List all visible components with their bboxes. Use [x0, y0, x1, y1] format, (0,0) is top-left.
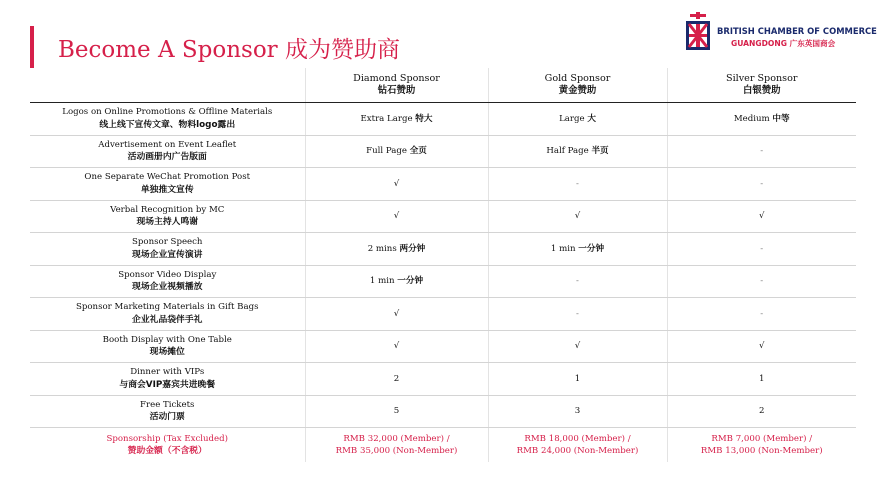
benefit-label-en: Booth Display with One Table	[102, 334, 232, 345]
cell-gold	[488, 395, 667, 428]
cell-diamond	[305, 298, 488, 331]
cell-value: √	[759, 211, 765, 221]
cell-silver	[667, 168, 856, 201]
table-row	[30, 135, 856, 168]
benefit-label	[30, 103, 305, 136]
sponsorship-table	[30, 68, 856, 462]
cell-gold	[488, 135, 667, 168]
cell-value: 3	[574, 406, 581, 416]
cell-diamond	[305, 363, 488, 396]
table-row	[30, 298, 856, 331]
benefit-label-cn: 活动画册内广告版面	[127, 152, 207, 163]
cell-value-cn: 特大	[415, 113, 433, 124]
benefit-label-cn: 现场主持人鸣谢	[136, 217, 199, 228]
benefit-label-en: Dinner with VIPs	[130, 367, 205, 378]
benefit-label-en: Advertisement on Event Leaflet	[98, 139, 237, 150]
cell-gold	[488, 363, 667, 396]
cell-diamond	[305, 135, 488, 168]
price-row	[30, 428, 856, 463]
benefit-label-en: Sponsor Video Display	[118, 269, 217, 280]
price-non-member: RMB 13,000 (Non-Member)	[700, 446, 823, 456]
cell-diamond	[305, 103, 488, 136]
benefit-label	[30, 265, 305, 298]
price-gold	[488, 428, 667, 463]
benefit-label-en: Sponsor Marketing Materials in Gift Bags	[76, 302, 259, 313]
cell-value: Full Page	[366, 146, 407, 156]
price-label-cn: 赞助金额（不含税）	[127, 446, 207, 456]
benefit-label-en: Free Tickets	[140, 399, 195, 410]
price-non-member: RMB 35,000 (Non-Member)	[335, 446, 458, 456]
chamber-logo	[683, 12, 877, 54]
cell-value: 1 min	[369, 276, 395, 286]
benefit-label-en: Sponsor Speech	[132, 237, 203, 248]
cell-value: √	[574, 211, 581, 221]
table-row	[30, 363, 856, 396]
benefit-label-cn: 现场企业宣传演讲	[132, 249, 203, 260]
cell-value-cn: 大	[587, 113, 596, 124]
table-row	[30, 265, 856, 298]
cell-silver	[667, 395, 856, 428]
cell-value: -	[760, 178, 764, 189]
table-row	[30, 103, 856, 136]
cell-value: 2	[393, 373, 400, 384]
title-accent-bar	[30, 26, 34, 68]
header-silver: Silver Sponsor 白银赞助	[667, 68, 856, 103]
cell-diamond	[305, 168, 488, 201]
benefit-label	[30, 233, 305, 266]
cell-value: -	[760, 243, 764, 254]
cell-value: 1	[759, 373, 765, 384]
cell-value: -	[760, 308, 764, 319]
cell-diamond	[305, 330, 488, 363]
cell-value: √	[574, 341, 581, 351]
benefit-label	[30, 200, 305, 233]
cell-silver	[667, 135, 856, 168]
cell-diamond	[305, 265, 488, 298]
cell-value-cn: 半页	[591, 146, 609, 156]
benefit-label	[30, 363, 305, 396]
cell-value: √	[759, 341, 765, 351]
benefit-label-en: One Separate WeChat Promotion Post	[84, 172, 251, 183]
price-label	[30, 428, 305, 463]
cell-value: -	[760, 146, 764, 156]
benefit-label	[30, 395, 305, 428]
cell-value: √	[393, 308, 400, 319]
cell-silver	[667, 330, 856, 363]
benefit-label-cn: 活动门票	[149, 412, 185, 423]
cell-value-cn: 两分钟	[399, 243, 426, 254]
cell-gold	[488, 265, 667, 298]
cell-value: Large	[559, 113, 585, 124]
header-diamond: Diamond Sponsor 钻石赞助	[305, 68, 488, 103]
benefit-label-en: Verbal Recognition by MC	[110, 204, 225, 215]
cell-gold	[488, 298, 667, 331]
cell-gold	[488, 168, 667, 201]
benefit-label	[30, 168, 305, 201]
cell-value: Medium	[733, 113, 770, 124]
cell-silver	[667, 103, 856, 136]
price-member: RMB 32,000 (Member) /	[343, 433, 450, 444]
benefit-label-cn: 与商会VIP嘉宾共进晚餐	[119, 379, 216, 390]
benefit-label-en: Logos on Online Promotions & Offline Materials	[62, 107, 273, 118]
cell-value-cn: 一分钟	[397, 276, 424, 286]
cell-value: -	[576, 178, 579, 189]
cell-gold	[488, 330, 667, 363]
table-row	[30, 395, 856, 428]
cell-gold	[488, 200, 667, 233]
price-member: RMB 7,000 (Member) /	[711, 433, 813, 444]
benefit-label-cn: 现场企业视频播放	[132, 282, 203, 293]
cell-value: 1	[574, 373, 581, 384]
cell-value-cn: 全页	[409, 146, 427, 156]
page-title: Become A Sponsor 成为赞助商	[58, 37, 400, 63]
benefit-label-cn: 企业礼品袋伴手礼	[132, 314, 203, 325]
benefit-label	[30, 135, 305, 168]
cell-value: 2 mins	[367, 243, 397, 254]
cell-gold	[488, 233, 667, 266]
logo-english-text: BRITISH CHAMBER OF COMMERCE	[717, 26, 877, 36]
cell-silver	[667, 363, 856, 396]
cell-value: -	[760, 276, 764, 286]
price-non-member: RMB 24,000 (Non-Member)	[516, 446, 639, 456]
benefit-label	[30, 298, 305, 331]
cell-value: Half Page	[546, 146, 589, 156]
cell-silver	[667, 200, 856, 233]
logo-chinese-text: GUANGDONG 广东英国商会	[731, 39, 836, 48]
header-gold: Gold Sponsor 黄金赞助	[488, 68, 667, 103]
price-silver	[667, 428, 856, 463]
benefit-label-cn: 线上线下宣传文章、物料logo露出	[99, 119, 236, 130]
cell-value: Extra Large	[360, 113, 413, 124]
cell-diamond	[305, 233, 488, 266]
benefit-label-cn: 单独推文宣传	[140, 184, 194, 195]
table-header-row	[30, 68, 856, 103]
table-row	[30, 330, 856, 363]
cell-silver	[667, 233, 856, 266]
cell-silver	[667, 298, 856, 331]
benefit-label-cn: 现场摊位	[149, 347, 185, 358]
header-benefit	[30, 68, 305, 103]
cell-value-cn: 中等	[772, 113, 790, 124]
cell-diamond	[305, 395, 488, 428]
table-row	[30, 200, 856, 233]
cell-value: √	[393, 211, 400, 221]
price-diamond	[305, 428, 488, 463]
cell-value: 2	[759, 406, 765, 416]
cell-diamond	[305, 200, 488, 233]
cell-silver	[667, 265, 856, 298]
cell-gold	[488, 103, 667, 136]
cell-value: 5	[393, 406, 400, 416]
price-label-en: Sponsorship (Tax Excluded)	[106, 433, 228, 444]
price-member: RMB 18,000 (Member) /	[524, 433, 631, 444]
cell-value: √	[393, 178, 400, 189]
cell-value: -	[576, 308, 579, 319]
chamber-emblem-icon	[683, 12, 713, 52]
cell-value: 1 min	[550, 243, 576, 254]
cell-value: √	[393, 341, 400, 351]
table-row	[30, 168, 856, 201]
benefit-label	[30, 330, 305, 363]
cell-value: -	[576, 276, 579, 286]
cell-value-cn: 一分钟	[578, 243, 605, 254]
table-row	[30, 233, 856, 266]
